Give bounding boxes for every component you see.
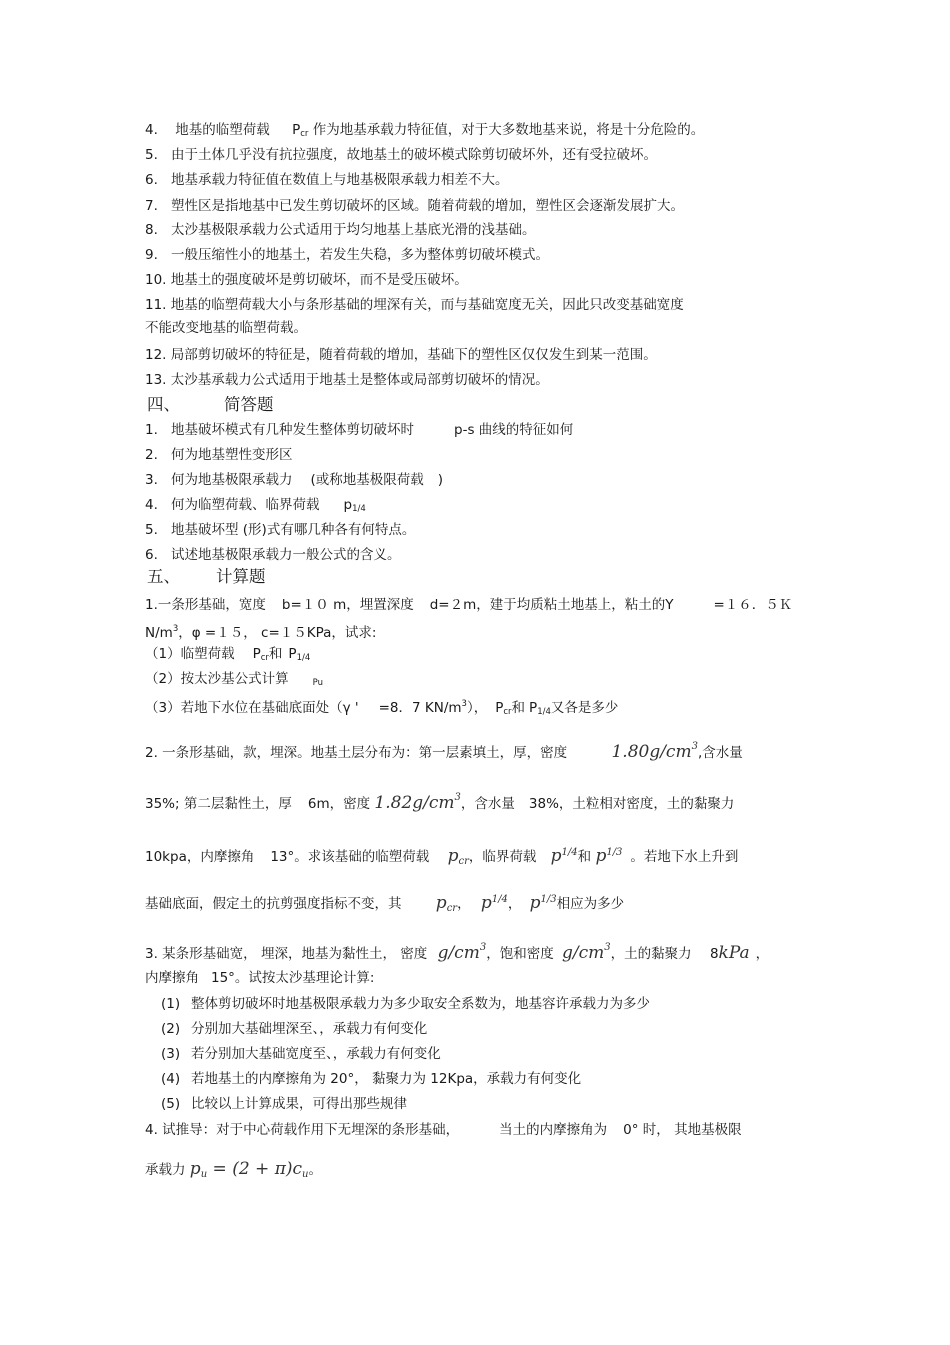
item-3-11: 11. 地基的临塑荷载大小与条形基础的埋深有关，而与基础宽度无关，因此只改变基础宽度 [145,297,684,313]
item-3-10: 10. 地基土的强度破坏是剪切破坏，而不是受压破坏。 [145,272,468,288]
problem-3-sub-1: (1) 整体剪切破坏时地基极限承载力为多少取安全系数为，地基容许承载力为多少 [161,996,650,1012]
item-3-11-cont: 不能改变地基的临塑荷载。 [145,320,307,336]
item-4-5: 5. 地基破坏型 (形)式有哪几种各有何特点。 [145,522,416,538]
problem-3-sub-5: (5) 比较以上计算成果，可得出那些规律 [161,1096,407,1112]
item-4-2: 2. 何为地基塑性变形区 [145,447,293,463]
problem-3-sub-3: (3) 若分别加大基础宽度至、，承载力有何变化 [161,1046,441,1062]
density-2-formula: $1.82g/cm^3$ [374,792,461,813]
problem-1-q1: （1）临塑荷载 $P_{cr}$和 $P_{1/4}$ [145,646,311,663]
problem-3-line1: 3. 某条形基础宽， 埋深，地基为黏性土， 密度 $g/cm^3$，饱和密度 $g/cm^3$，土的黏聚力 8kPa ， [145,942,770,963]
problem-4-line1: 4. 试推导：对于中心荷载作用下无埋深的条形基础， 当土的内摩擦角为 0° 时， 其地基极限 [145,1122,742,1138]
problem-2-line1: 2. 一条形基础，款，埋深。地基土层分布为：第一层素填土，厚，密度 $1.80g/cm^3$,含水量 [145,741,743,762]
item-3-13: 13. 太沙基承载力公式适用于地基土是整体或局部剪切破坏的情况。 [145,372,549,388]
section-4-heading: 四、 简答题 [147,395,274,414]
item-3-5: 5. 由于土体几乎没有抗拉强度，故地基土的破坏模式除剪切破坏外，还有受拉破坏。 [145,147,657,163]
problem-3-sub-4: (4) 若地基土的内摩擦角为 20°， 黏聚力为 12Kpa，承载力有何变化 [161,1071,582,1087]
item-4-6: 6. 试述地基极限承载力一般公式的含义。 [145,547,401,563]
item-3-6: 6. 地基承载力特征值在数值上与地基极限承载力相差不大。 [145,172,509,188]
problem-2-line2: 35%; 第二层黏性土，厚 6m，密度 $1.82g/cm^3$，含水量 38%，土粒相对密度，土的黏聚力 [145,792,735,813]
problem-1-line1: 1.一条形基础，宽度 b=１０ m，埋置深度 d=２m，建于均质粘土地基上，粘土的Υ =１６．５Ｋ [145,597,793,613]
item-4-1: 1. 地基破坏模式有几种发生整体剪切破坏时 p-s 曲线的特征如何 [145,422,574,438]
section-5-heading: 五、 计算题 [147,567,266,586]
problem-2-line4: 基础底面，假定土的抗剪强度指标不变，其 pcr， p1/4， p1/3相应为多少 [145,893,625,914]
problem-1-q3: （3）若地下水位在基础底面处（γ ' =8．7 $KN/m^3$）， $P_{cr}$和 $P_{1/4}$又各是多少 [145,699,619,717]
item-3-12: 12. 局部剪切破坏的特征是，随着荷载的增加，基础下的塑性区仅仅发生到某一范围。 [145,347,657,363]
problem-3-line2: 内摩擦角 15°。试按太沙基理论计算: [145,970,375,986]
item-3-4: 4. 地基的临塑荷载 $P_{cr}$ 作为地基承载力特征值，对于大多数地基来说，将是十分危险的。 [145,122,705,139]
problem-4-line2: 承载力 pu = (2 + π)cu。 [145,1159,322,1180]
item-3-7: 7. 塑性区是指地基中已发生剪切破坏的区域。随着荷载的增加，塑性区会逐渐发展扩大。 [145,198,684,214]
density-1-formula: $1.80g/cm^3$ [611,741,698,762]
problem-1-q2: （2）按太沙基公式计算 $_{Pu}$ [145,671,323,688]
item-3-8: 8. 太沙基极限承载力公式适用于均匀地基上基底光滑的浅基础。 [145,222,536,238]
problem-1-line2: $N/m^3$，φ =１５， c=１５KPa，试求: [145,624,377,641]
item-3-9: 9. 一般压缩性小的地基土，若发生失稳，多为整体剪切破坏模式。 [145,247,549,263]
ultimate-bearing-formula: pu = (2 + π)cu [189,1159,309,1180]
item-4-3: 3. 何为地基极限承载力 (或称地基极限荷载 ) [145,472,444,488]
problem-3-sub-2: (2) 分别加大基础埋深至、，承载力有何变化 [161,1021,428,1037]
item-4-4: 4. 何为临塑荷载、临界荷载 $p_{1/4}$ [145,497,366,514]
problem-2-line3: 10kpa，内摩擦角 13°。求该基础的临塑荷载 pcr，临界荷载 p1/4和 p1/3 。若地下水上升到 [145,846,739,867]
